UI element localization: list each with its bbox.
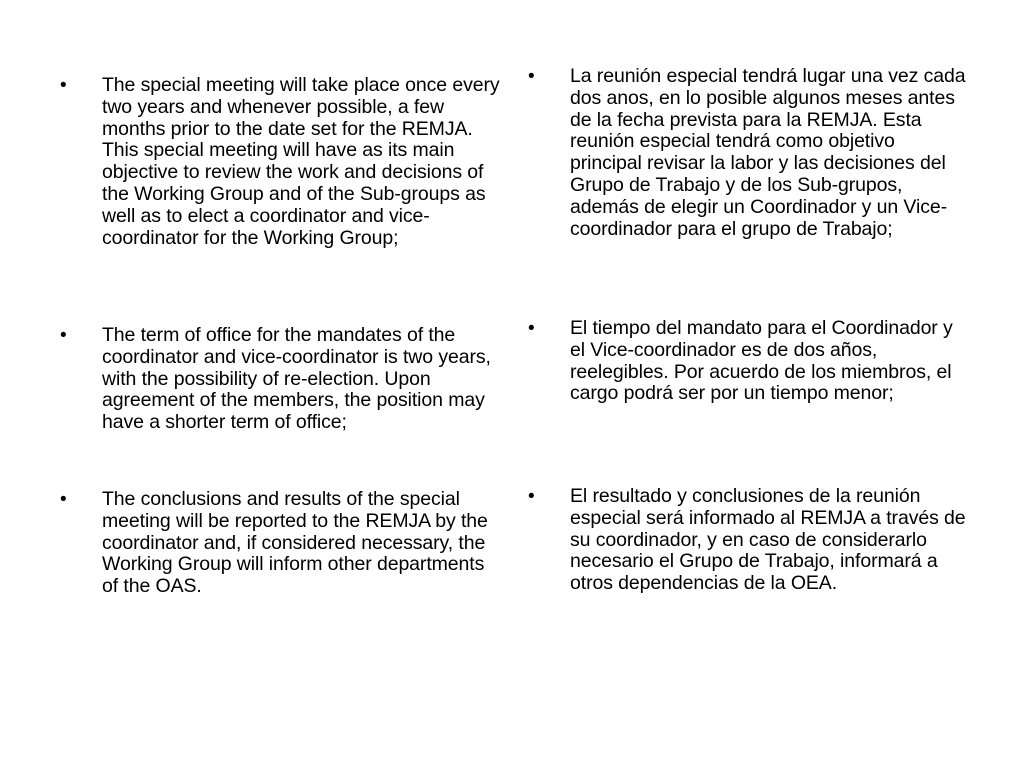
paragraph-text: El resultado y conclusiones de la reunión especial será informado al REMJA a través de su coordinador, y en caso de considerarlo necesario el Grupo de Trabajo, informará a otros dependencias de la OEA. xyxy=(570,485,966,595)
paragraph-text: El tiempo del mandato para el Coordinador y el Vice-coordinador es de dos años, reelegibles. Por acuerdo de los miembros, el cargo podrá ser por un tiempo menor; xyxy=(570,317,953,405)
bullet-icon: • xyxy=(528,318,535,339)
paragraph-text: The conclusions and results of the special meeting will be reported to the REMJA by the coordinator and, if considered necessary, the Working Group will inform other departments of the OAS. xyxy=(102,488,488,598)
bullet-icon: • xyxy=(528,66,535,87)
bullet-icon: • xyxy=(528,486,535,507)
bullet-icon: • xyxy=(60,489,67,510)
bullet-icon: • xyxy=(60,325,67,346)
paragraph-text: The special meeting will take place once every two years and whenever possible, a few months prior to the date set for the REMJA. This special meeting will have as its main objective to review the work and decisions of the Working Group and of the Sub-groups as well as to elect a coordinator and vice-coordinator for the Working Group; xyxy=(102,74,500,249)
paragraph-text: La reunión especial tendrá lugar una vez cada dos anos, en lo posible algunos meses antes de la fecha prevista para la REMJA. Esta reunión especial tendrá como objetivo principal revisar la labor y las decisiones del Grupo de Trabajo y de los Sub-grupos, además de elegir un Coordinador y un Vice-coordinador para el grupo de Trabajo; xyxy=(570,65,966,240)
paragraph-text: The term of office for the mandates of the coordinator and vice-coordinator is two years, with the possibility of re-election. Upon agreement of the members, the position may have a shorter term of office; xyxy=(102,324,491,434)
bullet-icon: • xyxy=(60,75,67,96)
